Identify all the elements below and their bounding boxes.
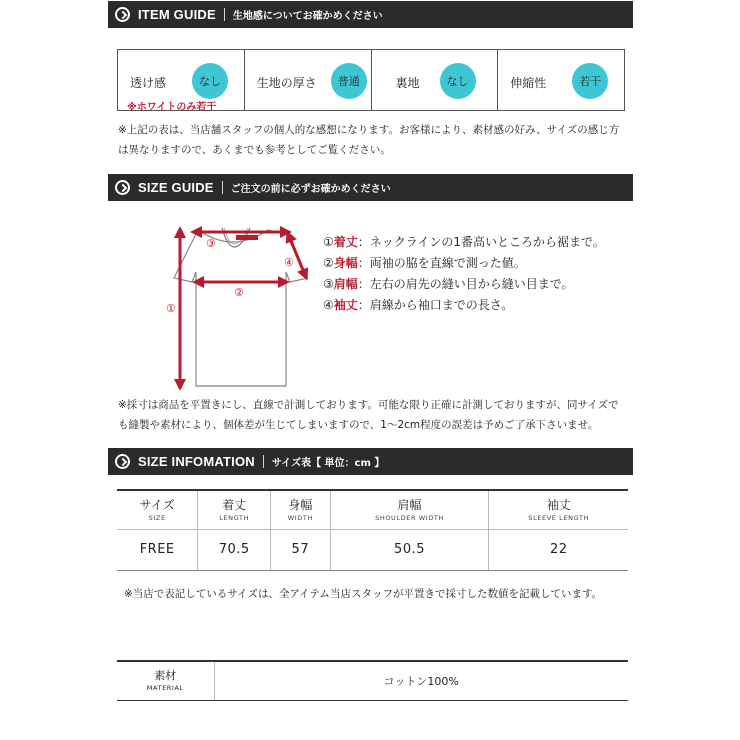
size-cell: FREE xyxy=(117,529,198,570)
guide-value-badge: 若干 xyxy=(572,63,608,99)
marker-4: ④ xyxy=(284,256,294,269)
table-row xyxy=(117,529,628,570)
marker-2: ② xyxy=(234,286,244,299)
tshirt-outline xyxy=(174,230,308,386)
size-guide-subtitle: ご注文の前に必ずお確かめください xyxy=(230,184,391,195)
guide-label: 生地の厚さ xyxy=(256,76,317,90)
guide-label: 裏地 xyxy=(395,76,420,90)
size-guide-note: ※採寸は商品を平置きにし、直線で計測しております。可能な限り正確に計測しておりますが、同サイズで も縫製や素材により、個体差が生じてしまいますので、1〜2cm程度の誤差は予めご了承下さいませ。 xyxy=(118,399,619,431)
tshirt-diagram xyxy=(158,220,308,390)
width-cell: 57 xyxy=(271,529,331,570)
header-cell: 着丈 LENGTH xyxy=(198,490,271,529)
header-cell: 袖丈 SLEEVE LENGTH xyxy=(489,490,628,529)
header-cell: 身幅 WIDTH xyxy=(271,490,331,529)
header-cell: 肩幅 SHOULDER WIDTH xyxy=(330,490,489,529)
size-guide-legend xyxy=(323,232,605,316)
size-info-note: ※当店で表記しているサイズは、全アイテム当店スタッフが平置きで採寸した数値を記載しています。 xyxy=(124,588,603,600)
legend-item-sleeve: ④袖丈：肩線から袖口までの長さ。 xyxy=(323,298,514,312)
table-row xyxy=(117,661,628,700)
guide-value-badge: 普通 xyxy=(331,63,367,99)
material-value: コットン100% xyxy=(214,661,628,700)
size-info-subtitle: サイズ表【 単位：cm 】 xyxy=(271,458,385,469)
marker-3: ③ xyxy=(206,237,216,250)
marker-1: ① xyxy=(166,302,176,315)
guide-cell-stretch xyxy=(498,50,624,110)
material-header: 素材 MATERIAL xyxy=(117,661,214,700)
chevron-right-circle-icon xyxy=(115,454,130,469)
size-table-header xyxy=(117,490,628,529)
header-divider xyxy=(222,181,223,194)
size-guide-header xyxy=(108,174,633,201)
guide-value-badge: なし xyxy=(440,63,476,99)
chevron-right-circle-icon xyxy=(115,7,130,22)
material-table xyxy=(117,660,628,701)
item-guide-title: ITEM GUIDE xyxy=(138,7,216,22)
size-info-header xyxy=(108,448,633,475)
guide-label: 透け感 xyxy=(130,76,167,90)
guide-cell-transparency xyxy=(118,50,245,113)
legend-item-shoulder: ③肩幅：左右の肩先の縫い目から縫い目まで。 xyxy=(323,277,574,291)
shoulder-cell: 50.5 xyxy=(330,529,489,570)
item-guide-table xyxy=(117,49,625,111)
header-divider xyxy=(224,8,225,21)
size-table xyxy=(117,489,628,571)
item-guide-header xyxy=(108,1,633,28)
size-guide-title: SIZE GUIDE xyxy=(138,180,214,195)
guide-cell-thickness xyxy=(245,50,372,110)
guide-cell-lining xyxy=(372,50,499,110)
sleeve-cell: 22 xyxy=(489,529,628,570)
chevron-right-circle-icon xyxy=(115,180,130,195)
header-cell: サイズ SIZE xyxy=(117,490,198,529)
guide-note: ※ホワイトのみ若干 xyxy=(127,102,217,113)
header-divider xyxy=(263,455,264,468)
guide-value-badge: なし xyxy=(192,63,228,99)
legend-item-length: ①着丈：ネックラインの1番高いところから裾まで。 xyxy=(323,235,605,249)
legend-item-width: ②身幅：両袖の脇を直線で測った値。 xyxy=(323,256,526,270)
item-guide-disclaimer: ※上記の表は、当店舗スタッフの個人的な感想になります。お客様により、素材感の好み、サイズの感じ方 は異なりますので、あくまでも参考としてご覧ください。 xyxy=(118,124,620,156)
size-info-title: SIZE INFOMATION xyxy=(138,454,255,469)
guide-label: 伸縮性 xyxy=(510,76,547,90)
tshirt-label xyxy=(236,235,258,240)
item-guide-subtitle: 生地感についてお確かめください xyxy=(232,11,383,22)
length-cell: 70.5 xyxy=(198,529,271,570)
